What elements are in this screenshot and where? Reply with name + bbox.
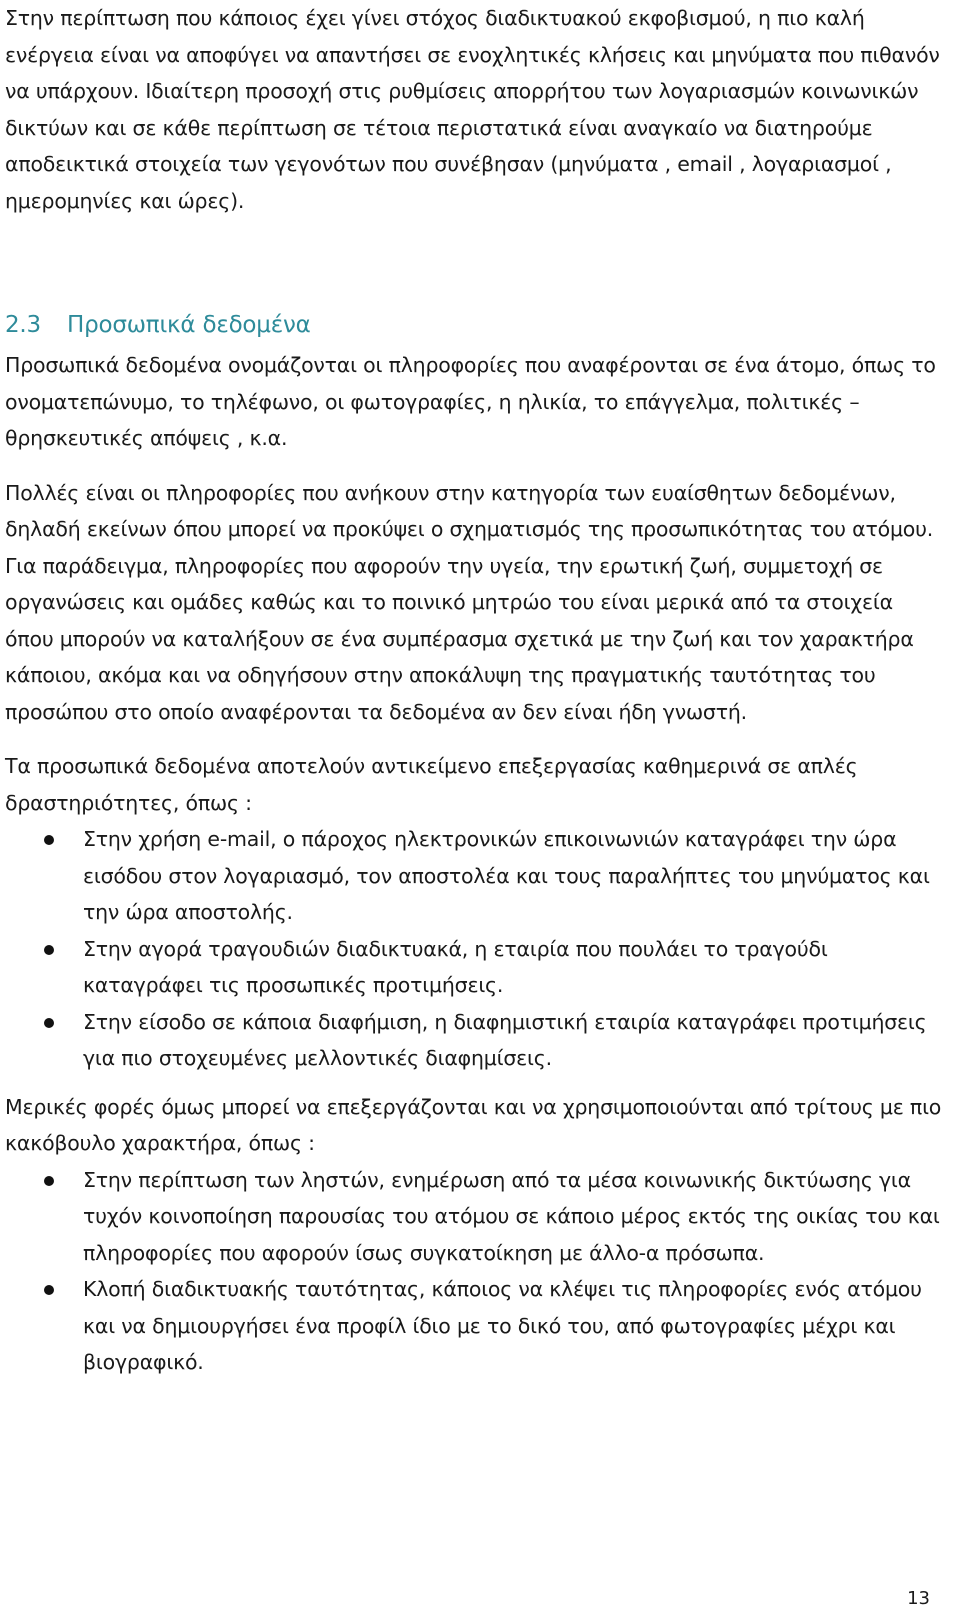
list-item-text: Στην είσοδο σε κάποια διαφήμιση, η διαφημιστική εταιρία καταγράφει προτιμήσεις για πιο στοχευμένες μελλοντικές διαφημίσεις.: [83, 1009, 927, 1070]
malicious-use-list: [5, 1162, 945, 1381]
bullet-icon: [44, 835, 54, 845]
bullet-icon: [44, 1285, 54, 1295]
bullet-icon: [44, 1018, 54, 1028]
document-page: [5, 0, 945, 1381]
definition-paragraph: Προσωπικά δεδομένα ονομάζονται οι πληροφορίες που αναφέρονται σε ένα άτομο, όπως το ονοματεπώνυμο, το τηλέφωνο, οι φωτογραφίες, η ηλικία, το επάγγελμα, πολιτικές – θρησκευτικές απόψεις , κ.α.: [5, 353, 936, 450]
page-number: 13: [907, 1588, 930, 1609]
malicious-use-paragraph: Μερικές φορές όμως μπορεί να επεξεργάζονται και να χρησιμοποιούνται από τρίτους με πιο κακόβουλο χαρακτήρα, όπως :: [5, 1094, 942, 1155]
list-item-text: Κλοπή διαδικτυακής ταυτότητας, κάποιος να κλέψει τις πληροφορίες ενός ατόμου και να δημιουργήσει ένα προφίλ ίδιο με το δικό του, από φωτογραφίες μέχρι και βιογραφικό.: [83, 1277, 922, 1374]
section-title: Προσωπικά δεδομένα: [67, 312, 311, 338]
sensitive-data-paragraph: Πολλές είναι οι πληροφορίες που ανήκουν στην κατηγορία των ευαίσθητων δεδομένων, δηλαδή εκείνων όπου μπορεί να προκύψει ο σχηματισμός της προσωπικότητας του ατόμου. Για παράδειγμα, πληροφορίες που αφορούν την υγεία, την ερωτική ζωή, συμμετοχή σε οργανώσεις και ομάδες καθώς και το ποινικό μητρώο του είναι μερικά από τα στοιχεία όπου μπορούν να καταλήξουν σε ένα συμπέρασμα σχετικά με την ζωή και τον χαρακτήρα κάποιου, ακόμα και να οδηγήσουν στην αποκάλυψη της πραγματικής ταυτότητας του προσώπου στο οποίο αναφέρονται τα δεδομένα αν δεν είναι ήδη γνωστή.: [5, 480, 934, 724]
list-item-text: Στην περίπτωση των ληστών, ενημέρωση από τα μέσα κοινωνικής δικτύωσης για τυχόν κοινοποίηση παρουσίας του ατόμου σε κάποιο μέρος εκτός της οικίας του και πληροφορίες που αφορούν ίσως συγκατοίκηση με άλλο-α πρόσωπα.: [83, 1167, 940, 1265]
list-item: [5, 1004, 945, 1077]
list-item: [5, 821, 945, 931]
list-item: [5, 931, 945, 1004]
bullet-icon: [44, 1176, 54, 1186]
section-number: 2.3: [5, 312, 41, 338]
list-item: [5, 1271, 945, 1381]
list-item-text: Στην χρήση e-mail, ο πάροχος ηλεκτρονικών επικοινωνιών καταγράφει την ώρα εισόδου στον λογαριασμό, τον αποστολέα και τους παραλήπτες του μηνύματος και την ώρα αποστολής.: [83, 827, 930, 924]
daily-processing-paragraph: Τα προσωπικά δεδομένα αποτελούν αντικείμενο επεξεργασίας καθημερινά σε απλές δραστηριότητες, όπως :: [5, 754, 858, 815]
list-item: [5, 1162, 945, 1272]
section-heading: [5, 307, 945, 343]
daily-activities-list: [5, 821, 945, 1077]
bullet-icon: [44, 945, 54, 955]
list-item-text: Στην αγορά τραγουδιών διαδικτυακά, η εταιρία που πουλάει το τραγούδι καταγράφει τις προσωπικές προτιμήσεις.: [83, 936, 828, 997]
intro-paragraph: Στην περίπτωση που κάποιος έχει γίνει στόχος διαδικτυακού εκφοβισμού, η πιο καλή ενέργεια είναι να αποφύγει να απαντήσει σε ενοχλητικές κλήσεις και μηνύματα που πιθανόν να υπάρχουν. Ιδιαίτερη προσοχή στις ρυθμίσεις απορρήτου των λογαριασμών κοινωνικών δικτύων και σε κάθε περίπτωση σε τέτοια περιστατικά είναι αναγκαίο να διατηρούμε αποδεικτικά στοιχεία των γεγονότων που συνέβησαν (μηνύματα , email , λογαριασμοί , ημερομηνίες και ώρες).: [5, 6, 940, 213]
